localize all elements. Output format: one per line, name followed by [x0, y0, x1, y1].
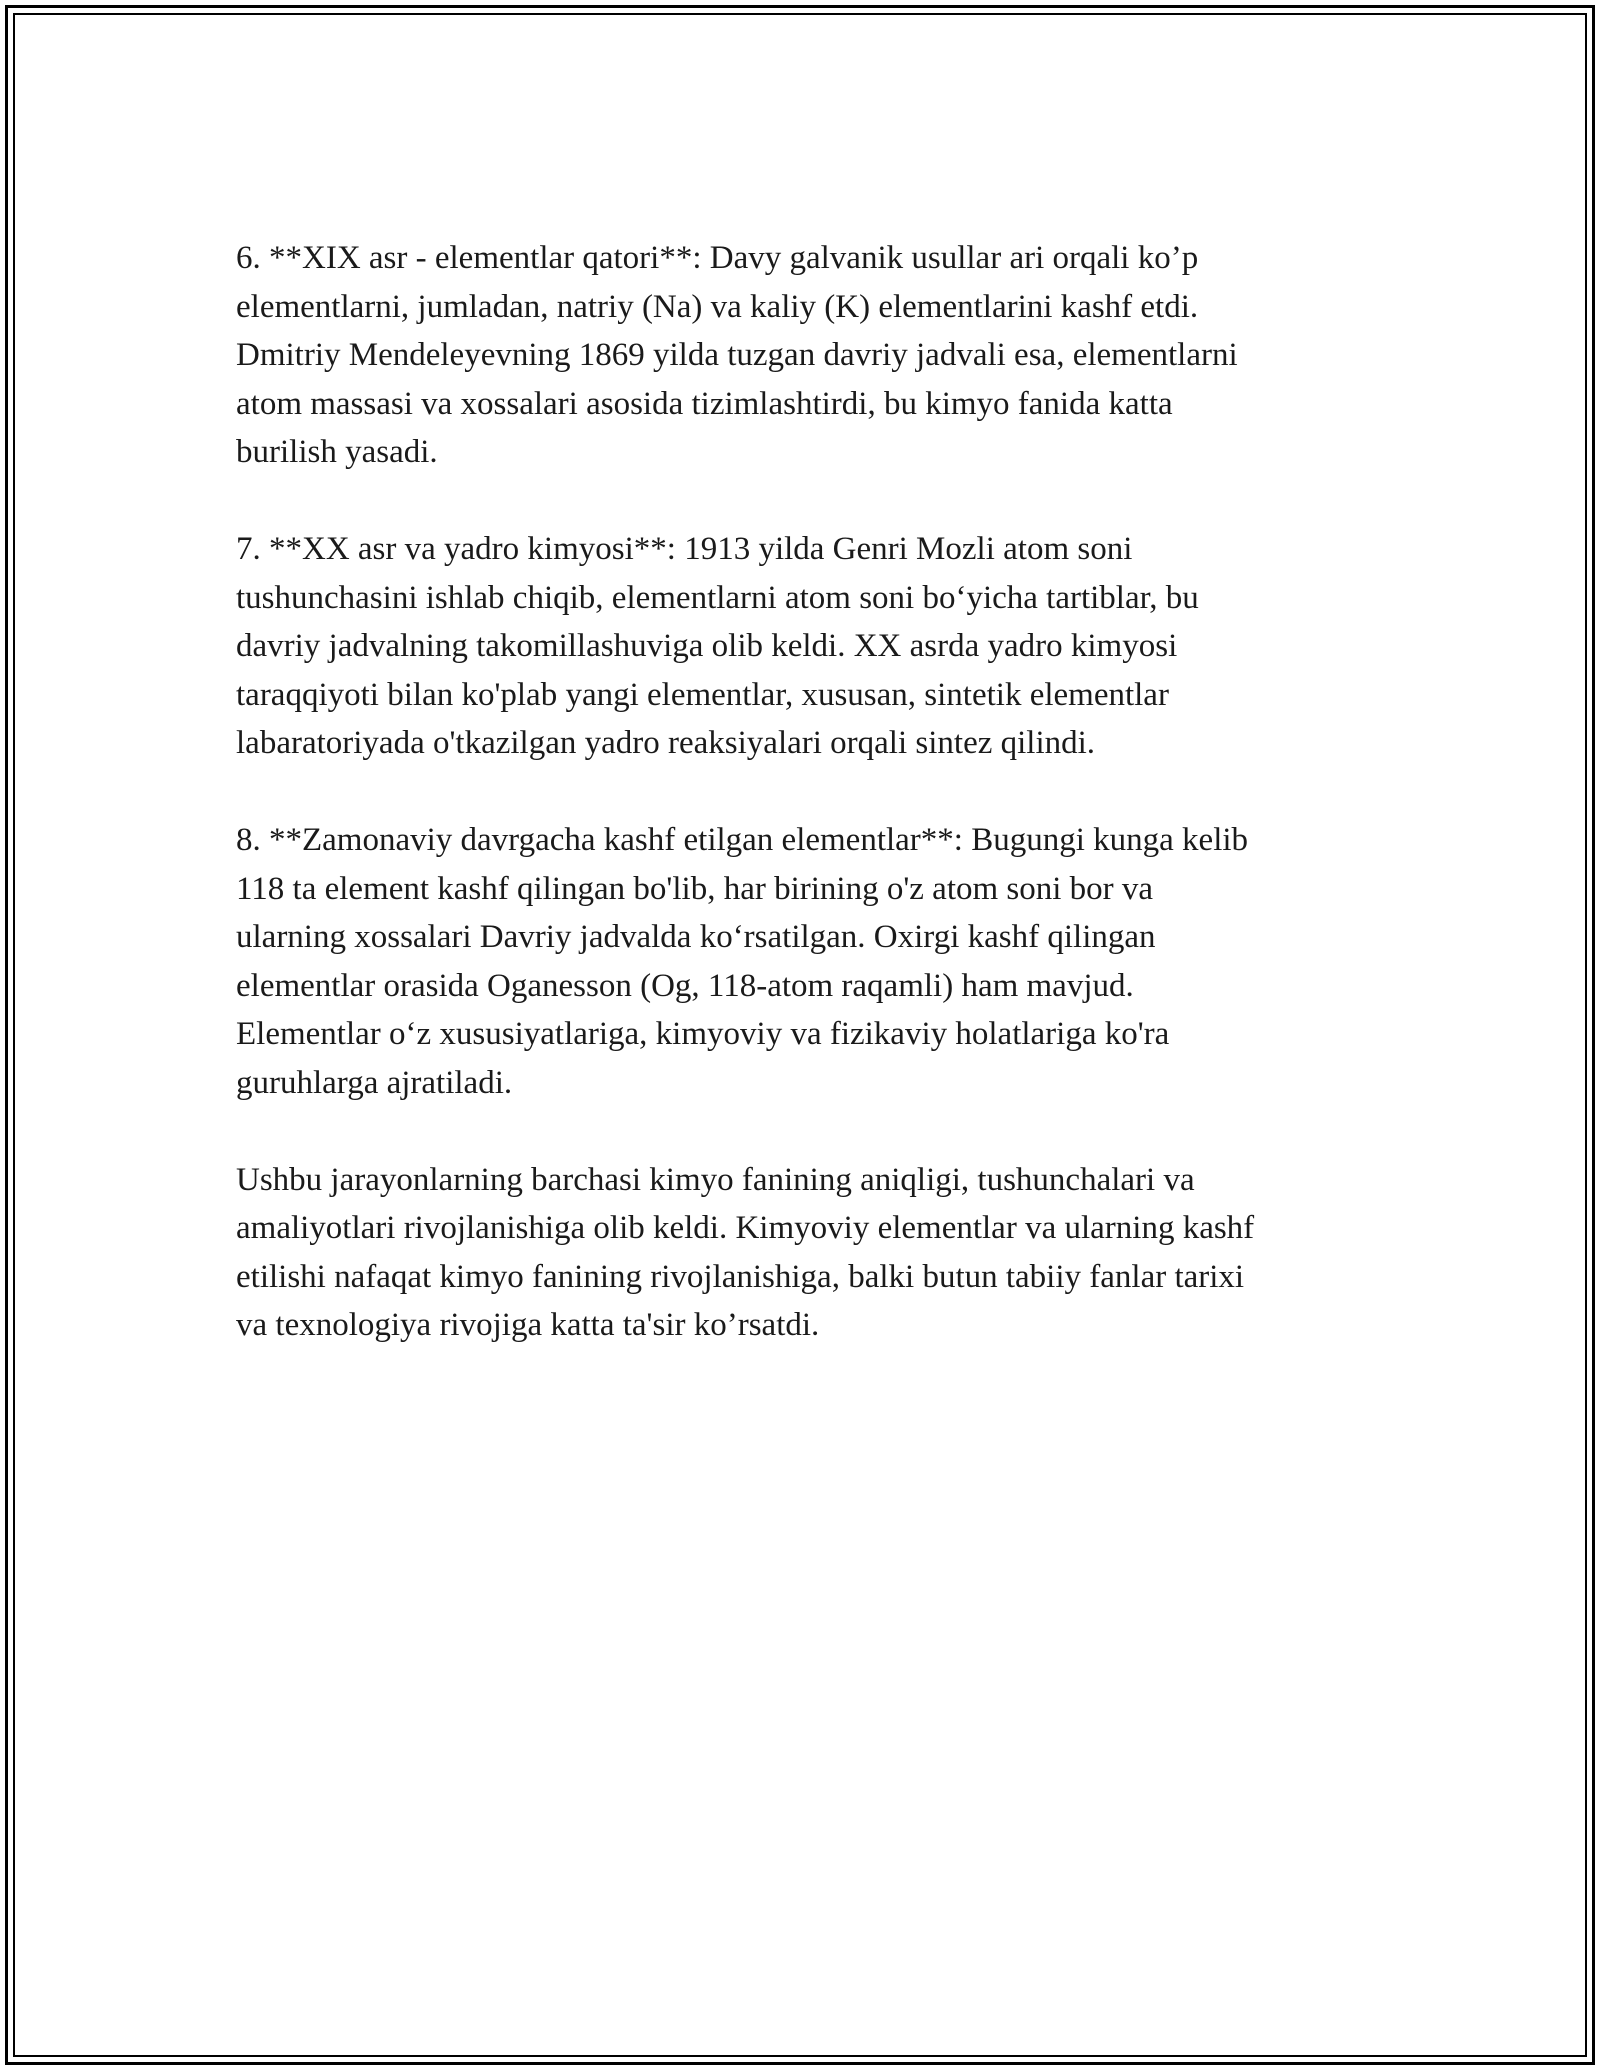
paragraph-conclusion: Ushbu jarayonlarning barchasi kimyo fanining aniqligi, tushunchalari va amaliyotlari rivojlanishiga olib keldi. Kimyoviy elementlar va ularning kashf etilishi nafaqat kimyo fanining rivojlanishiga, balki butun tabiiy fanlar tarixi va texnologiya rivojiga katta ta'sir ko’rsatdi.	[236, 1161, 1255, 1343]
document-body	[236, 234, 1386, 1398]
paragraph-xix-century: 6. **XIX asr - elementlar qatori**: Davy galvanik usullar ari orqali ko’p elementlarni, jumladan, natriy (Na) va kaliy (K) elementlarini kashf etdi. Dmitriy Mendeleyevning 1869 yilda tuzgan davriy jadvali esa, elementlarni atom massasi va xossalari asosida tizimlashtirdi, bu kimyo fanida katta burilish yasadi.	[236, 240, 1238, 470]
paragraph-modern-elements: 8. **Zamonaviy davrgacha kashf etilgan elementlar**: Bugungi kunga kelib 118 ta element kashf qilingan bo'lib, har birining o'z atom soni bor va ularning xossalari Davriy jadvalda ko‘rsatilgan. Oxirgi kashf qilingan elementlar orasida Oganesson (Og, 118-atom raqamli) ham mavjud. Elementlar o‘z xususiyatlariga, kimyoviy va fizikaviy holatlariga ko'ra guruhlarga ajratiladi.	[236, 822, 1249, 1101]
paragraph-xx-century: 7. **XX asr va yadro kimyosi**: 1913 yilda Genri Mozli atom soni tushunchasini ishlab chiqib, elementlarni atom soni bo‘yicha tartiblar, bu davriy jadvalning takomillashuviga olib keldi. XX asrda yadro kimyosi taraqqiyoti bilan ko'plab yangi elementlar, xususan, sintetik elementlar labaratoriyada o'tkazilgan yadro reaksiyalari orqali sintez qilindi.	[236, 531, 1199, 761]
